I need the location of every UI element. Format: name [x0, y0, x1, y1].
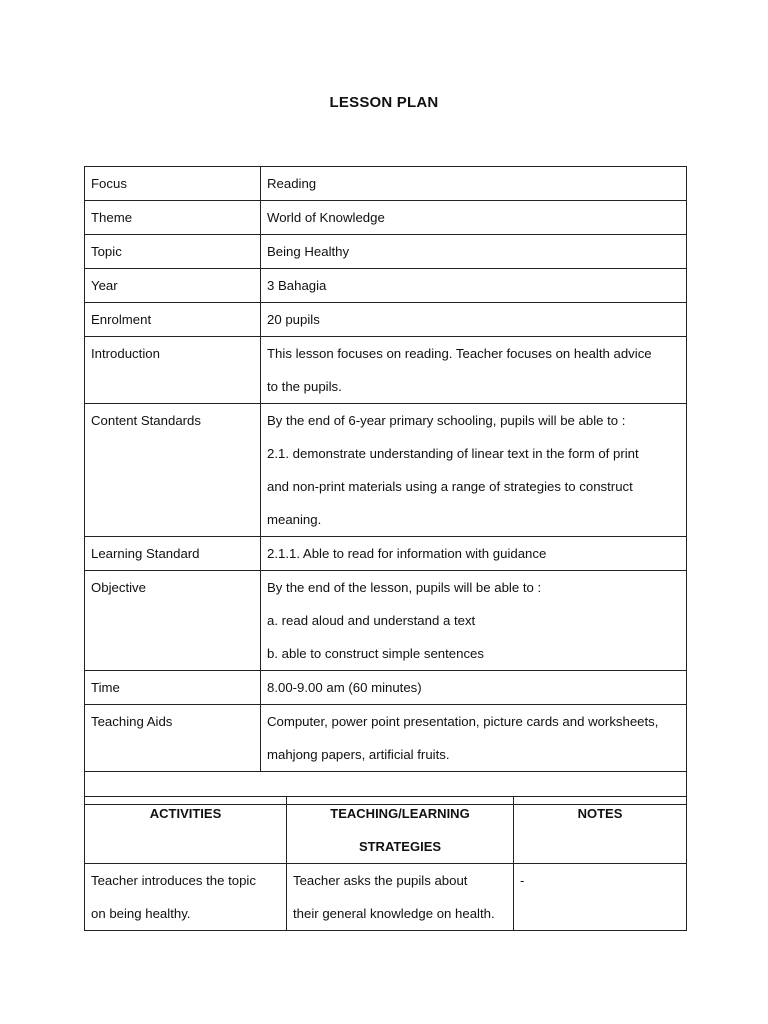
info-row-time [85, 671, 687, 705]
info-row-theme [85, 201, 687, 235]
info-value-line: Computer, power point presentation, picture cards and worksheets, [267, 714, 659, 729]
activities-header-cell [514, 797, 687, 864]
info-value [261, 705, 687, 772]
activities-cell-line: on being healthy. [91, 906, 191, 921]
info-label: Teaching Aids [85, 705, 261, 772]
info-label: Time [85, 671, 261, 705]
info-value [261, 337, 687, 404]
info-label: Introduction [85, 337, 261, 404]
info-value-line: World of Knowledge [267, 210, 385, 225]
info-value-line: Being Healthy [267, 244, 350, 259]
info-value [261, 303, 687, 337]
activities-table [84, 796, 687, 931]
info-value-line: By the end of 6-year primary schooling, pupils will be able to : [267, 413, 626, 428]
info-value [261, 404, 687, 537]
info-value [261, 571, 687, 671]
lesson-info-table [84, 166, 687, 805]
info-value-line: meaning. [267, 512, 322, 527]
activities-cell [514, 864, 687, 931]
activities-cell-line: - [520, 873, 525, 888]
info-value [261, 235, 687, 269]
info-label: Content Standards [85, 404, 261, 537]
info-value-line: 2.1.1. Able to read for information with guidance [267, 546, 547, 561]
activities-header-row [85, 797, 687, 864]
activities-header-cell [85, 797, 287, 864]
info-label: Enrolment [85, 303, 261, 337]
info-value-line: 2.1. demonstrate understanding of linear text in the form of print [267, 446, 639, 461]
info-row-objective [85, 571, 687, 671]
info-value-line: 3 Bahagia [267, 278, 327, 293]
activities-cell-line: Teacher asks the pupils about [293, 873, 468, 888]
info-row-content-standards [85, 404, 687, 537]
info-label: Focus [85, 167, 261, 201]
header-line: TEACHING/LEARNING [330, 806, 470, 821]
info-value-line: By the end of the lesson, pupils will be able to : [267, 580, 542, 595]
info-row-enrolment [85, 303, 687, 337]
info-value-line: This lesson focuses on reading. Teacher focuses on health advice [267, 346, 652, 361]
info-value [261, 537, 687, 571]
info-row-year [85, 269, 687, 303]
info-value-line: 8.00-9.00 am (60 minutes) [267, 680, 422, 695]
info-value-line: b. able to construct simple sentences [267, 646, 484, 661]
info-value-line: a. read aloud and understand a text [267, 613, 476, 628]
info-row-teaching-aids [85, 705, 687, 772]
info-row-learning-standard [85, 537, 687, 571]
info-label: Year [85, 269, 261, 303]
info-label: Theme [85, 201, 261, 235]
header-line: NOTES [577, 806, 623, 821]
activities-row [85, 864, 687, 931]
info-value-line: and non-print materials using a range of strategies to construct [267, 479, 633, 494]
header-line: ACTIVITIES [149, 806, 222, 821]
info-label: Learning Standard [85, 537, 261, 571]
info-label: Objective [85, 571, 261, 671]
info-value-line: Reading [267, 176, 317, 191]
activities-header-cell [287, 797, 514, 864]
info-row-introduction [85, 337, 687, 404]
activities-cell [287, 864, 514, 931]
info-value-line: 20 pupils [267, 312, 320, 327]
info-value-line: to the pupils. [267, 379, 342, 394]
info-label: Topic [85, 235, 261, 269]
activities-cell-line: Teacher introduces the topic [91, 873, 256, 888]
page-title: LESSON PLAN [329, 94, 439, 111]
info-value [261, 167, 687, 201]
header-line: STRATEGIES [358, 839, 442, 854]
activities-cell-line: their general knowledge on health. [293, 906, 495, 921]
info-value [261, 201, 687, 235]
info-value-line: mahjong papers, artificial fruits. [267, 747, 450, 762]
info-value [261, 269, 687, 303]
info-value [261, 671, 687, 705]
info-row-focus [85, 167, 687, 201]
info-row-topic [85, 235, 687, 269]
activities-cell [85, 864, 287, 931]
